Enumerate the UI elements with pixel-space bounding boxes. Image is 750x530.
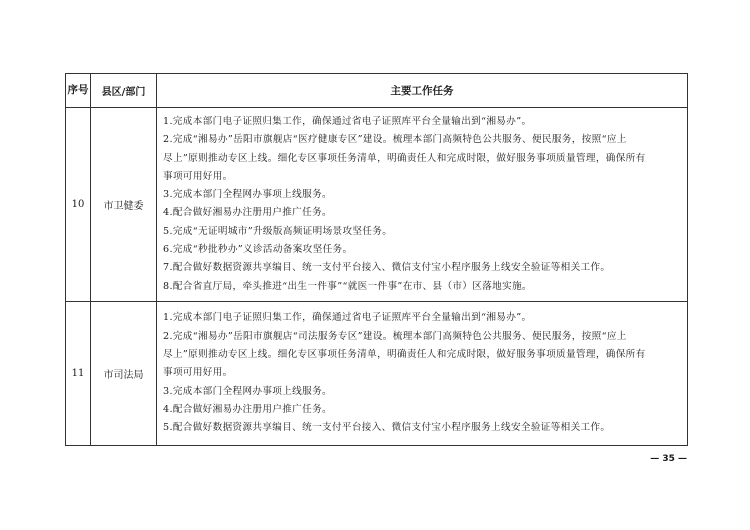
task-line: 1.完成本部门电子证照归集工作，确保通过省电子证照库平台全量输出到“湘易办”。	[163, 312, 532, 324]
header-serial-number: 序号	[66, 74, 91, 108]
task-line: 2.完成“湘易办”岳阳市旗舰店“司法服务专区”建设。梳理本部门高频特色公共服务、便民服务，按照“应上	[163, 330, 627, 342]
task-line: 4.配合做好湘易办注册用户推广任务。	[163, 403, 332, 415]
table-row	[66, 301, 688, 445]
task-line: 3.完成本部门全程网办事项上线服务。	[163, 189, 332, 201]
task-line: 事项可用好用。	[163, 170, 233, 182]
task-line: 5.配合做好数据资源共享编目、统一支付平台接入、微信支付宝小程序服务上线安全验证等相关工作。	[163, 422, 611, 434]
row-department: 市司法局	[91, 301, 157, 445]
task-line: 8.配合省直厅局，牵头推进“出生一件事”“就医一件事”在市、县（市）区落地实施。	[163, 280, 532, 292]
task-table	[65, 73, 688, 446]
task-line: 7.配合做好数据资源共享编目、统一支付平台接入、微信支付宝小程序服务上线安全验证等相关工作。	[163, 262, 611, 274]
row-serial-number: 10	[66, 108, 91, 302]
task-line: 3.完成本部门全程网办事项上线服务。	[163, 385, 332, 397]
table-row	[66, 108, 688, 302]
task-line: 4.配合做好湘易办注册用户推广任务。	[163, 207, 332, 219]
task-line: 尽上”原则推动专区上线。细化专区事项任务清单，明确责任人和完成时限，做好服务事项质量管理，确保所有	[163, 152, 646, 164]
task-line: 2.完成“湘易办”岳阳市旗舰店“医疗健康专区”建设。梳理本部门高频特色公共服务、便民服务，按照“应上	[163, 134, 627, 146]
task-line: 尽上”原则推动专区上线。细化专区事项任务清单，明确责任人和完成时限，做好服务事项质量管理，确保所有	[163, 349, 646, 361]
task-line: 5.完成“无证明城市”升级版高频证明场景攻坚任务。	[163, 225, 393, 237]
page-number: — 35 —	[650, 454, 687, 464]
header-main-tasks: 主要工作任务	[157, 74, 688, 108]
row-tasks	[157, 108, 688, 302]
table-header-row	[66, 74, 688, 108]
task-line: 事项可用好用。	[163, 367, 233, 379]
row-tasks	[157, 301, 688, 445]
task-line: 1.完成本部门电子证照归集工作，确保通过省电子证照库平台全量输出到“湘易办”。	[163, 116, 532, 127]
header-department: 县区/部门	[91, 74, 157, 108]
task-line: 6.完成“秒批秒办”义诊活动备案攻坚任务。	[163, 244, 353, 256]
row-department: 市卫健委	[91, 108, 157, 302]
row-serial-number: 11	[66, 301, 91, 445]
